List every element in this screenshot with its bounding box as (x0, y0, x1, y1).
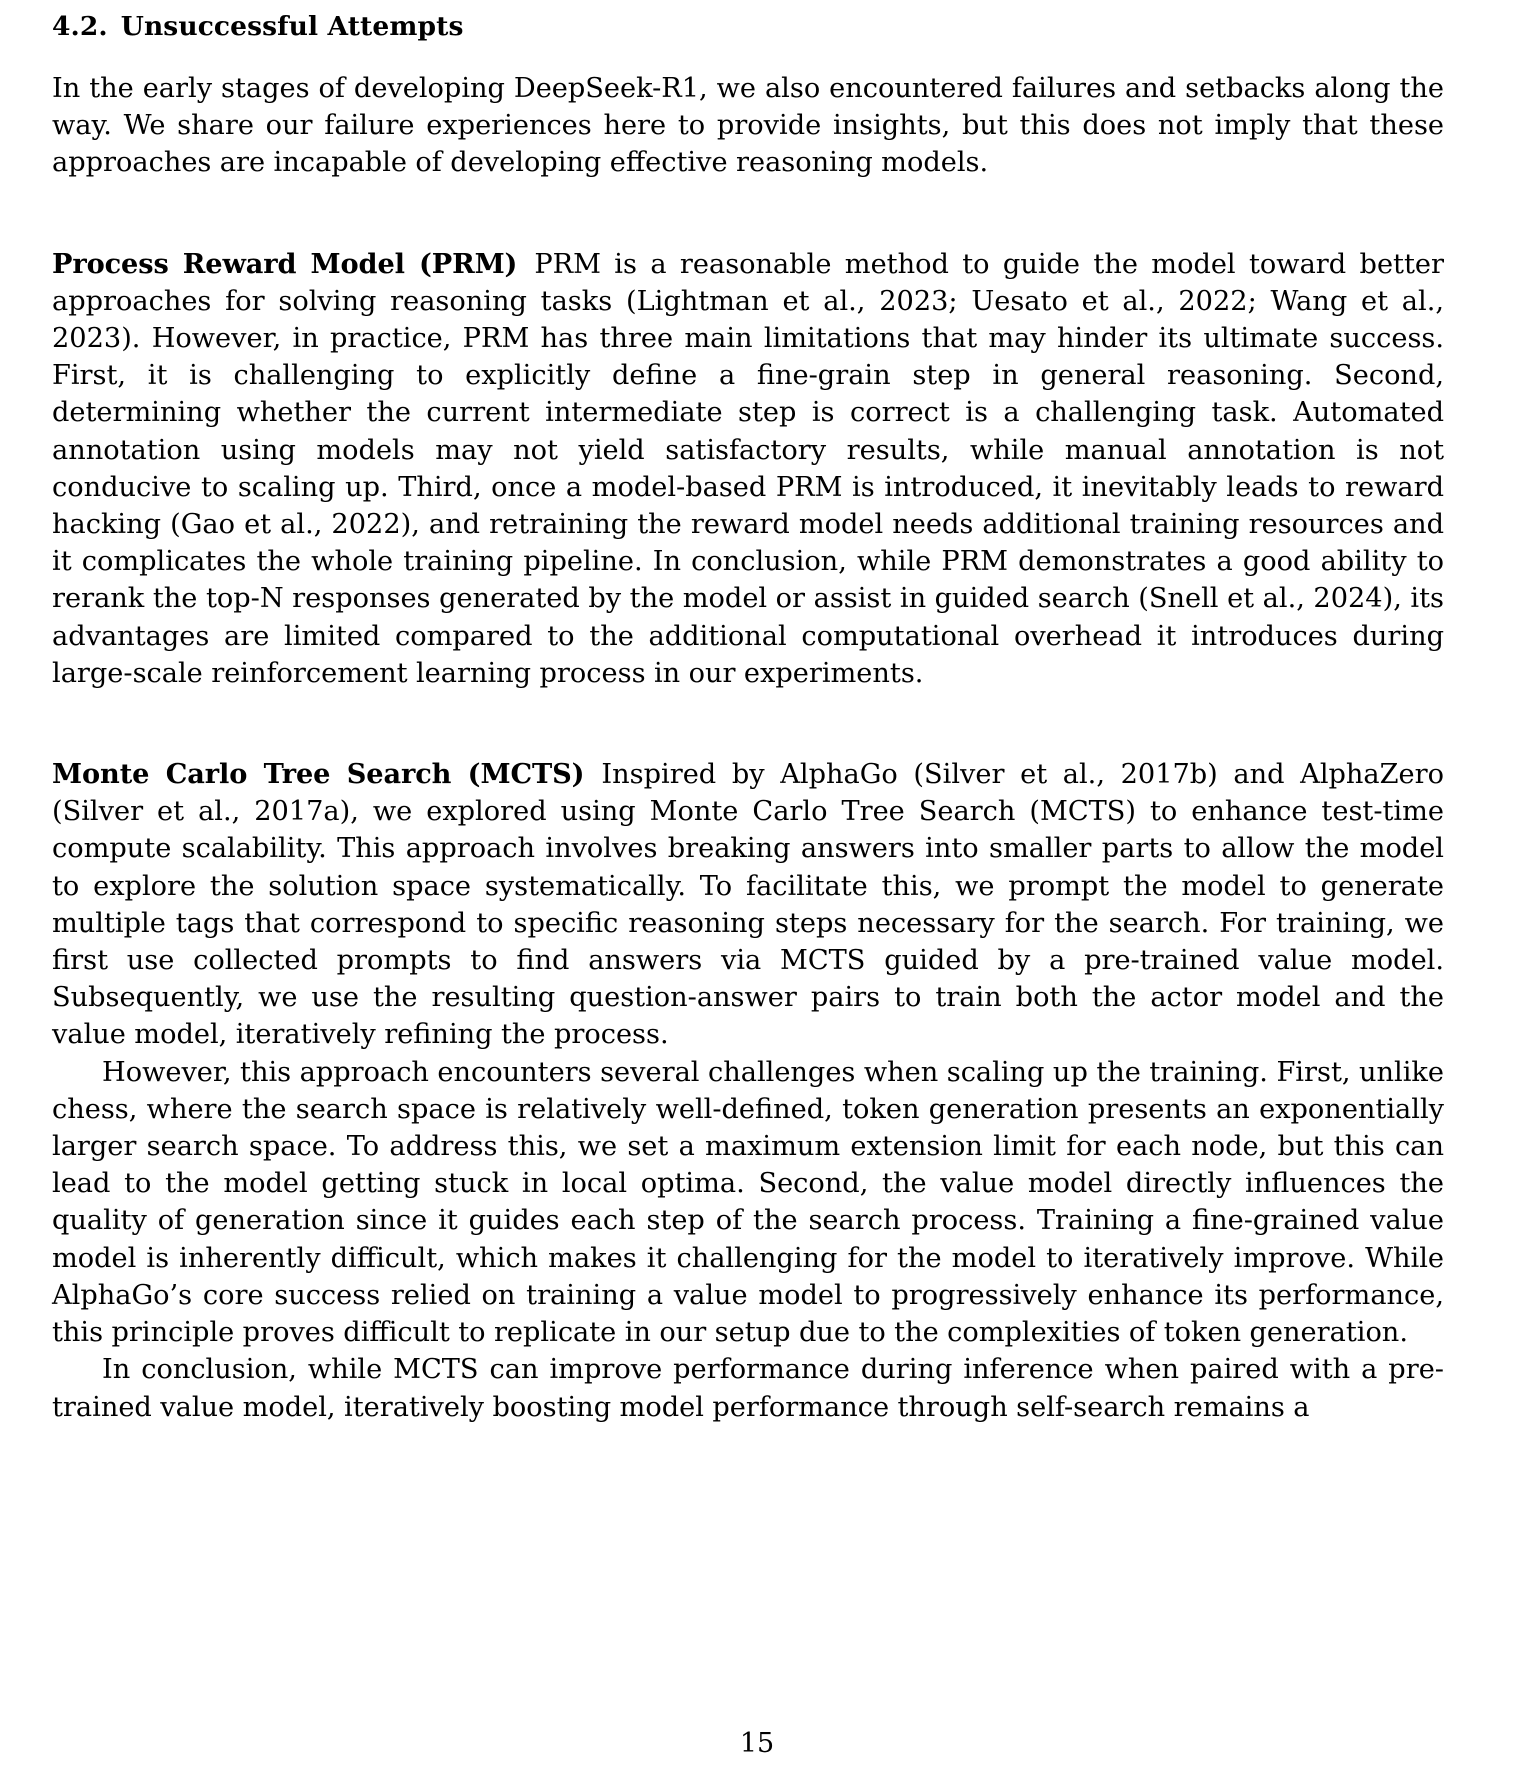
paragraph-prm-body: PRM is a reasonable method to guide the model toward better approaches for solving reasoning tasks (Lightman et al., 2023; Uesato et al., 2022; Wang et al., 2023). However, in practice, PRM has three main limitations that may hinder its ultimate success. First, it is challenging to explicitly define a fine-grain step in general reasoning. Second, determining whether the current intermediate step is correct is a challenging task. Automated annotation using models may not yield satisfactory results, while manual annotation is not conducive to scaling up. Third, once a model-based PRM is introduced, it inevitably leads to reward hacking (Gao et al., 2022), and retraining the reward model needs additional training resources and it complicates the whole training pipeline. In conclusion, while PRM demonstrates a good ability to rerank the top-N responses generated by the model or assist in guided search (Snell et al., 2024), its advantages are limited compared to the additional computational overhead it introduces during large-scale reinforcement learning process in our experiments. (52, 248, 1444, 689)
page-content-column (52, 0, 1444, 1426)
paragraph-prm (52, 246, 1444, 692)
section-heading (52, 0, 1444, 44)
paragraph-mcts-body: Inspired by AlphaGo (Silver et al., 2017b) and AlphaZero (Silver et al., 2017a), we explored using Monte Carlo Tree Search (MCTS) to enhance test-time compute scalability. This approach involves breaking answers into smaller parts to allow the model to explore the solution space systematically. To facilitate this, we prompt the model to generate multiple tags that correspond to specific reasoning steps necessary for the search. For training, we first use collected prompts to find answers via MCTS guided by a pre-trained value model. Subsequently, we use the resulting question-answer pairs to train both the actor model and the value model, iteratively refining the process. (52, 759, 1444, 1051)
section-number: 4.2. (52, 11, 108, 42)
runin-heading-prm: Process Reward Model (PRM) (52, 247, 518, 280)
paragraph-intro: In the early stages of developing DeepSeek-R1, we also encountered failures and setbacks along the way. We share our failure experiences here to provide insights, but this does not imply that these approaches are incapable of developing effective reasoning models. (52, 73, 1444, 179)
runin-heading-mcts: Monte Carlo Tree Search (MCTS) (52, 758, 585, 791)
paragraph-mcts-challenges: However, this approach encounters several challenges when scaling up the training. First, unlike chess, where the search space is relatively well-defined, token generation presents an exponentially larger search space. To address this, we set a maximum extension limit for each node, but this can lead to the model getting stuck in local optima. Second, the value model directly influences the quality of generation since it guides each step of the search process. Training a fine-grained value model is inherently difficult, which makes it challenging for the model to iteratively improve. While AlphaGo’s core success relied on training a value model to progressively enhance its performance, this principle proves difficult to replicate in our setup due to the complexities of token generation. (52, 1056, 1444, 1349)
page-number: 15 (739, 1728, 775, 1759)
paragraph-mcts (52, 756, 1444, 1054)
section-title: Unsuccessful Attempts (120, 11, 464, 42)
paragraph-conclusion: In conclusion, while MCTS can improve performance during inference when paired with a pre-trained value model, iteratively boosting model performance through self-search remains a (52, 1354, 1444, 1423)
